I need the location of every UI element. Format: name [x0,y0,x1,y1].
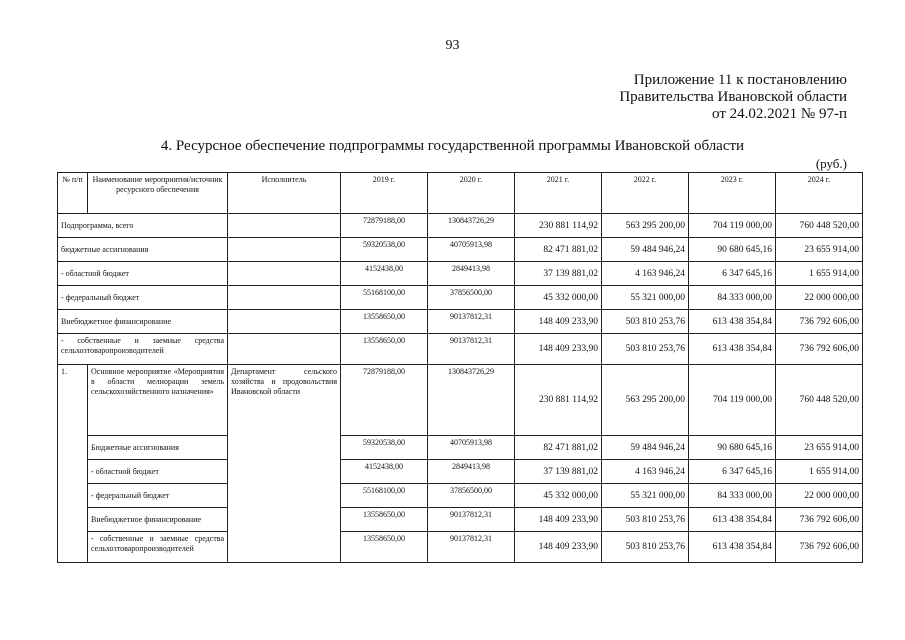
cell-2020: 37856500,00 [428,286,515,310]
table-row [58,238,863,262]
table-row [58,334,863,365]
cell-2019: 55168100,00 [341,484,428,508]
cell-2020: 40705913,98 [428,238,515,262]
header-2022: 2022 г. [602,173,689,214]
cell-2023: 6 347 645,16 [689,262,776,286]
header-2020: 2020 г. [428,173,515,214]
table-row [58,532,863,563]
cell-2023: 613 438 354,84 [689,508,776,532]
cell-2024: 736 792 606,00 [776,508,863,532]
cell-2021: 82 471 881,02 [515,436,602,460]
cell-2022: 563 295 200,00 [602,214,689,238]
cell-2020: 37856500,00 [428,484,515,508]
cell-2019: 4152438,00 [341,262,428,286]
row-executor [228,286,341,310]
header-executor: Исполнитель [228,173,341,214]
cell-2022: 503 810 253,76 [602,334,689,365]
cell-2024: 22 000 000,00 [776,286,863,310]
row-label: - федеральный бюджет [58,286,228,310]
cell-2023: 84 333 000,00 [689,484,776,508]
cell-2022: 55 321 000,00 [602,484,689,508]
cell-2023: 90 680 645,16 [689,436,776,460]
cell-2024: 22 000 000,00 [776,484,863,508]
cell-2022: 503 810 253,76 [602,310,689,334]
page-number: 93 [445,38,460,53]
cell-2020: 90137812,31 [428,508,515,532]
table-row [58,484,863,508]
cell-2023: 613 438 354,84 [689,334,776,365]
row-label: - федеральный бюджет [88,484,228,508]
cell-2023: 6 347 645,16 [689,460,776,484]
table-header-row [58,173,863,214]
cell-2021: 230 881 114,92 [515,214,602,238]
activity-name: Основное мероприятие «Мероприятия в области мелиорации земель сельскохозяйственного назначения» [88,365,228,436]
table-row [58,310,863,334]
table-row [58,460,863,484]
cell-2019: 13558650,00 [341,532,428,563]
cell-2022: 503 810 253,76 [602,508,689,532]
header-2024: 2024 г. [776,173,863,214]
cell-2021: 45 332 000,00 [515,286,602,310]
cell-2019: 59320538,00 [341,238,428,262]
header-2023: 2023 г. [689,173,776,214]
cell-2020: 90137812,31 [428,532,515,563]
cell-2019: 72879188,00 [341,214,428,238]
cell-2021: 37 139 881,02 [515,262,602,286]
budget-table [57,172,863,563]
row-label: - областной бюджет [58,262,228,286]
cell-2024: 736 792 606,00 [776,310,863,334]
cell-2022: 503 810 253,76 [602,532,689,563]
row-label: - собственные и заемные средства сельхозтоваропроизводителей [88,532,228,563]
cell-2020: 2849413,98 [428,262,515,286]
appendix-line-3: от 24.02.2021 № 97-п [712,106,847,122]
cell-2024: 760 448 520,00 [776,365,863,436]
activity-executor: Департамент сельского хозяйства и продовольствия Ивановской области [228,365,341,563]
cell-2019: 55168100,00 [341,286,428,310]
appendix-line-1: Приложение 11 к постановлению [633,72,847,88]
row-label: Внебюджетное финансирование [58,310,228,334]
cell-2024: 736 792 606,00 [776,532,863,563]
row-executor [228,310,341,334]
cell-2022: 4 163 946,24 [602,460,689,484]
row-executor [228,262,341,286]
row-label: Бюджетные ассигнования [88,436,228,460]
cell-2024: 736 792 606,00 [776,334,863,365]
cell-2022: 59 484 946,24 [602,238,689,262]
row-label: бюджетные ассигнования [58,238,228,262]
activity-index: 1. [58,365,88,563]
cell-2022: 59 484 946,24 [602,436,689,460]
row-label: Подпрограмма, всего [58,214,228,238]
header-index: № п/п [58,173,88,214]
cell-2024: 1 655 914,00 [776,262,863,286]
cell-2020: 2849413,98 [428,460,515,484]
cell-2019: 13558650,00 [341,310,428,334]
header-2019: 2019 г. [341,173,428,214]
cell-2022: 563 295 200,00 [602,365,689,436]
row-executor [228,214,341,238]
cell-2021: 148 409 233,90 [515,334,602,365]
cell-2023: 613 438 354,84 [689,310,776,334]
cell-2019: 4152438,00 [341,460,428,484]
cell-2021: 82 471 881,02 [515,238,602,262]
header-2021: 2021 г. [515,173,602,214]
table-row [58,365,863,436]
appendix-note [619,72,847,123]
cell-2019: 13558650,00 [341,508,428,532]
cell-2023: 90 680 645,16 [689,238,776,262]
cell-2023: 84 333 000,00 [689,286,776,310]
cell-2021: 37 139 881,02 [515,460,602,484]
cell-2020: 40705913,98 [428,436,515,460]
table-row [58,262,863,286]
cell-2020: 130843726,29 [428,214,515,238]
cell-2022: 4 163 946,24 [602,262,689,286]
row-executor [228,334,341,365]
cell-2020: 90137812,31 [428,334,515,365]
cell-2021: 45 332 000,00 [515,484,602,508]
cell-2020: 90137812,31 [428,310,515,334]
row-label: - областной бюджет [88,460,228,484]
header-name: Наименование мероприятия/источник ресурсного обеспечения [88,173,228,214]
cell-2023: 704 119 000,00 [689,214,776,238]
cell-2023: 704 119 000,00 [689,365,776,436]
cell-2021: 148 409 233,90 [515,508,602,532]
row-executor [228,238,341,262]
cell-2024: 23 655 914,00 [776,436,863,460]
document-title: 4. Ресурсное обеспечение подпрограммы государственной программы Ивановской области [160,138,745,154]
table-row [58,214,863,238]
cell-2021: 230 881 114,92 [515,365,602,436]
row-label: Внебюджетное финансирование [88,508,228,532]
cell-2020: 130843726,29 [428,365,515,436]
cell-2024: 23 655 914,00 [776,238,863,262]
row-label: - собственные и заемные средства сельхозтоваропроизводителей [58,334,228,365]
table-row [58,508,863,532]
cell-2019: 13558650,00 [341,334,428,365]
table-row [58,436,863,460]
cell-2019: 59320538,00 [341,436,428,460]
cell-2024: 1 655 914,00 [776,460,863,484]
cell-2019: 72879188,00 [341,365,428,436]
appendix-line-2: Правительства Ивановской области [619,89,847,105]
cell-2024: 760 448 520,00 [776,214,863,238]
currency-unit: (руб.) [815,156,847,171]
cell-2021: 148 409 233,90 [515,310,602,334]
table-row [58,286,863,310]
cell-2022: 55 321 000,00 [602,286,689,310]
cell-2021: 148 409 233,90 [515,532,602,563]
cell-2023: 613 438 354,84 [689,532,776,563]
